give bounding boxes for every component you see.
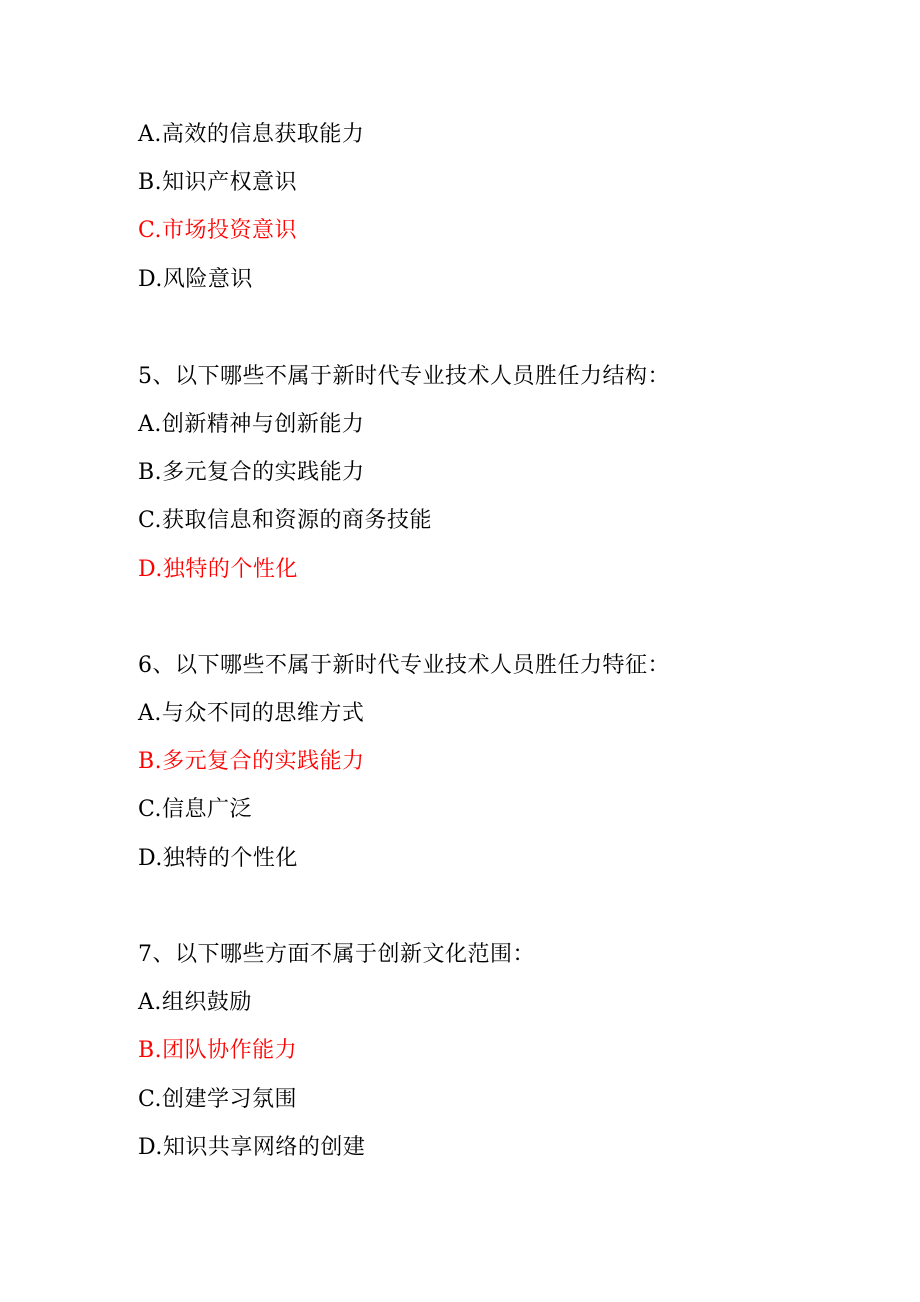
option-b: B.知识产权意识 [138,170,298,195]
option-a: A.高效的信息获取能力 [138,122,365,147]
q5-option-d-answer: D.独特的个性化 [138,557,298,582]
q6-option-a: A.与众不同的思维方式 [138,701,365,726]
q7-option-a: A.组织鼓励 [138,990,252,1015]
question-5: 5、以下哪些不属于新时代专业技术人员胜任力结构： [138,364,670,389]
option-c-answer: C.市场投资意识 [138,218,298,243]
q6-option-c: C.信息广泛 [138,797,253,822]
question-7: 7、以下哪些方面不属于创新文化范围： [138,942,535,967]
q6-option-b-answer: B.多元复合的实践能力 [138,749,365,774]
q7-option-c: C.创建学习氛围 [138,1087,298,1112]
q7-option-d: D.知识共享网络的创建 [138,1135,366,1160]
q5-option-a: A.创新精神与创新能力 [138,412,365,437]
q6-option-d: D.独特的个性化 [138,846,298,871]
question-6: 6、以下哪些不属于新时代专业技术人员胜任力特征： [138,653,670,678]
q5-option-b: B.多元复合的实践能力 [138,460,365,485]
q5-option-c: C.获取信息和资源的商务技能 [138,508,433,533]
q7-option-b-answer: B.团队协作能力 [138,1038,298,1063]
option-d: D.风险意识 [138,267,253,292]
